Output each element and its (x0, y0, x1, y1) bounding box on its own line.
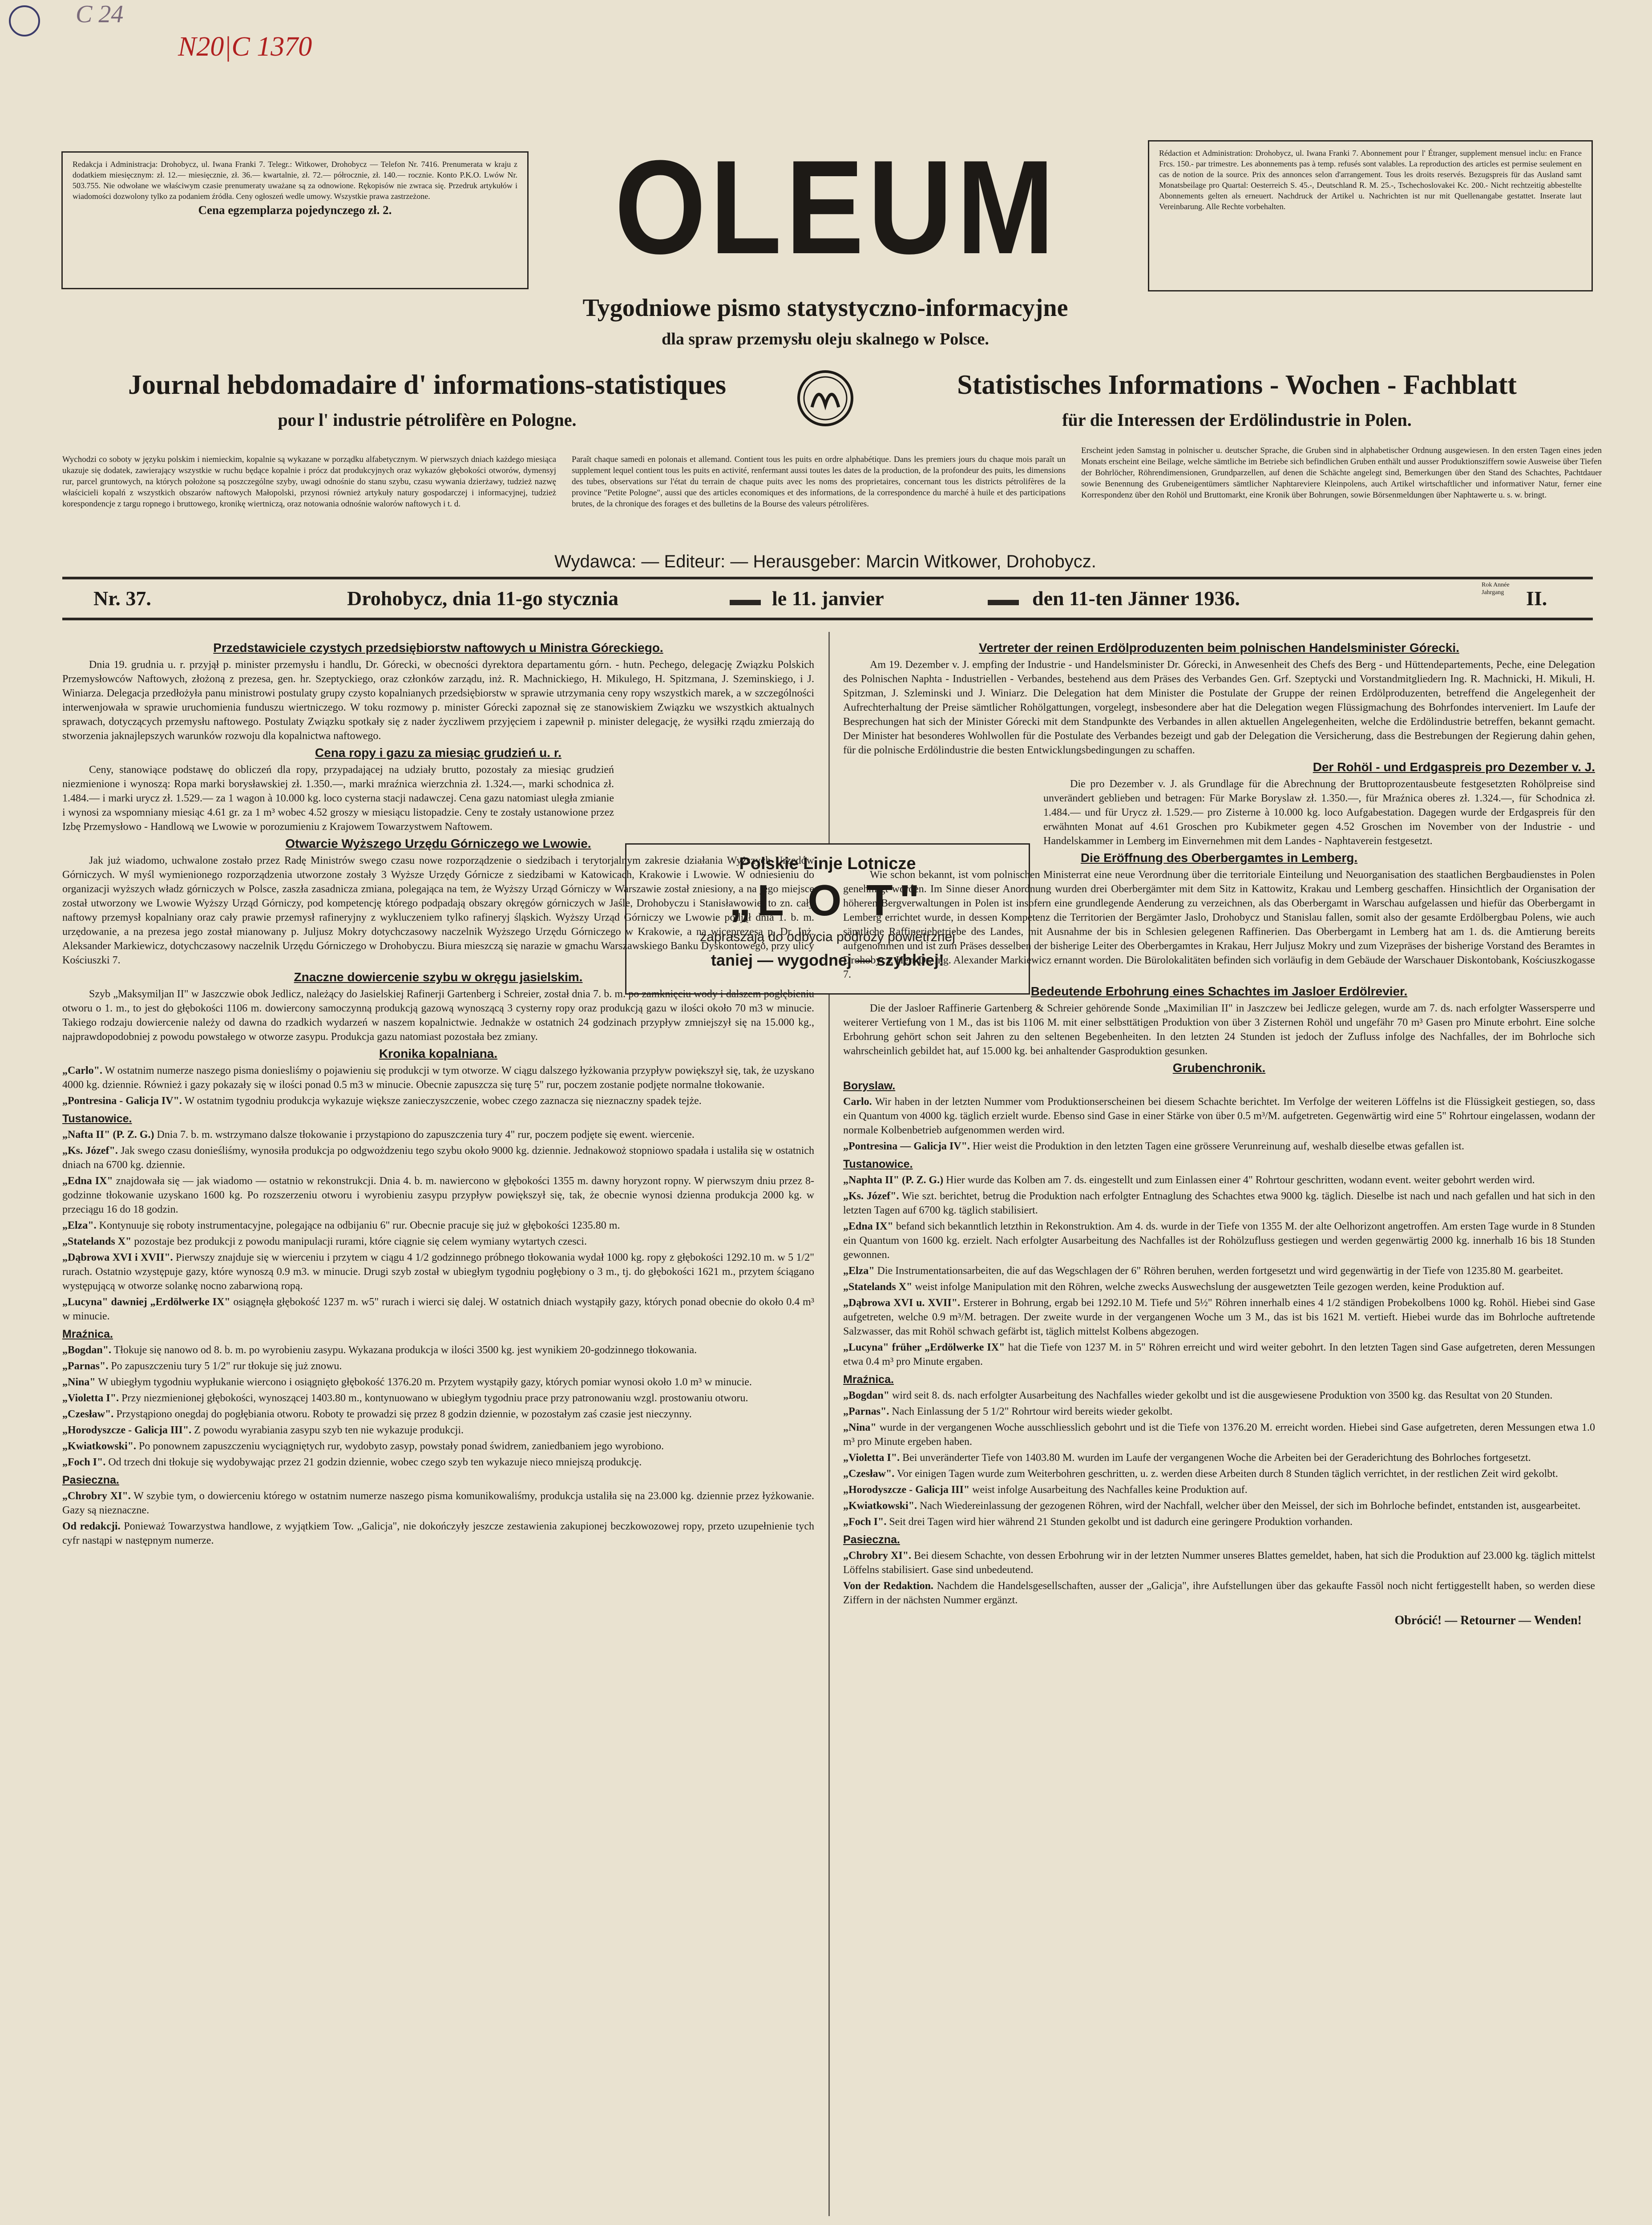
right-heading-minister: Vertreter der reinen Erdölproduzenten beim polnischen Handelsminister Górecki. (979, 641, 1459, 655)
right-chronicle-entry: „Dąbrowa XVI u. XVII". Ersterer in Bohrung, ergab bei 1292.10 M. Tiefe und 5½" Röhren innerhalb eines 4 1/2 ständigen Probekolbens 1000 kg. Rohöl. Hiebei sind Gase aufgetreten, welche 0.9 m³/M. betragen. Der zweite wurde in der vergangenen Woche um 3 M., das ist bis 1621 M. vertieft. Hiebei wurde das im Bohrloche auftretende Salzwasser, das mit Rohöl schwach gefärbt ist, täglich mittelst Kolbens abgezogen. (843, 1297, 1595, 1337)
lot-advert-line3: zapraszają do odbycia podróży powietrznej (700, 930, 955, 944)
right-chronicle-entry: „Violetta I". Bei unveränderter Tiefe von 1403.80 M. wurden im Laufe der vergangenen Woche die Arbeiten bei der Geraderichtung des Bohrloches fortgesetzt. (843, 1452, 1531, 1464)
notice-polish: Wychodzi co soboty w języku polskim i niemieckim, kopalnie są wykazane w porządku alfabetycznym. W pierwszych dniach każdego miesiąca ukazuje się dodatek, zawierający wszystkie w ruchu będące kopalnie i prócz dat produkcyjnych oraz wykazów głębokości otworów, dymensyj rur, parcel gruntowych, na których położone są poszczególne szyby, uwagi odnośnie do stanu szybu, czasu wywania dzierżawy, tudzież nazwę właścicieli kopalń z wszystkich obszarów naftowych Małopolski, przynosi również artykuły natury gospodarczej i informacyjnej, tudzież korespondencje z targu ropnego i bruttowego, kronikę wiertniczą, oraz notowania odnośnie walorów naftowych i t. d. (62, 455, 556, 509)
left-chronicle-entry: „Horodyszcze - Galicja III". Z powodu wyrabiania zasypu szyb ten nie wykazuje produkcji. (62, 1424, 464, 1436)
left-chronicle-entry: „Parnas". Po zapuszczeniu tury 5 1/2" rur tłokuje się już znowu. (62, 1360, 342, 1372)
left-heading-chronicle: Kronika kopalniana. (379, 1047, 498, 1060)
notice-german: Erscheint jeden Samstag in polnischer u. deutscher Sprache, die Gruben sind in alphabetischer Ordnung ausgewiesen. In den ersten Tagen eines jeden Monats erscheint eine Beilage, welche sämtliche im Betriebe sich befindlichen Gruben enthält und ausser Produktionsziffern sowie Ausweise über Tiefen der Bohrlöcher, Röhrendimensionen, Grundparzellen, auf denen die Schächte angelegt sind, Bemerkungen über den Stand des Schachtes, Pachtdauer sowie Benennung des Grubeneigentümers sämtlicher Naphtareviere Kleinpolens, auch Artikel wirtschaftlicher und informativer Natur, ferner eine Korrespondenz über den Rohöl und Bruttomarkt, eine Kronik über Bohrungen, sowie Börsenmeldungen über Naphtawerte u. s. w. bringt. (1081, 446, 1602, 500)
left-column (62, 641, 814, 2207)
left-chronicle-entry: „Bogdan". Tłokuje się nanowo od 8. b. m. po wyrobieniu zasypu. Wykazana produkcja w ilości 3500 kg. jest wynikiem 20-godzinnego tłokowania. (62, 1344, 697, 1356)
notice-french: Paraît chaque samedi en polonais et allemand. Contient tous les puits en ordre alphabétique. Dans les premiers jours du chaque mois paraît un supplement lequel contient tous les puits en activité, renfermant aussi toutes les dates de la production, de la profondeur des puits, les dimensions des tubes, observations sur l'état du terrain de chaque puits avec les noms des proprietaires, concernant tous les districts pétrolifères de la province "Petite Pologne", aussi que des articles economiques et des informations, de la correspondence du marché à huile et des participations brutes, de la chronique des forages et des bulletins de la Bourse des valeurs pétrolifères. (572, 455, 1066, 509)
publisher-line: Wydawca: — Editeur: — Herausgeber: Marcin Witkower, Drohobycz. (554, 552, 1096, 571)
left-field-mraznica: Mraźnica. (62, 1328, 113, 1340)
left-chronicle-entry: „Lucyna" dawniej „Erdölwerke IX" osiągnęła głębokość 1237 m. w5" rurach i wierci się dalej. W ostatnich dniach wystąpiły gazy, których ponad obecnie do około 0.4 m³ w minucie. (62, 1296, 814, 1322)
right-heading-price: Der Rohöl - und Erdgaspreis pro Dezember v. J. (1313, 760, 1595, 774)
left-field-pasieczna: Pasieczna. (62, 1474, 119, 1486)
right-chronicle-entry: „Pontresina — Galicja IV". Hier weist die Produktion in den letzten Tagen eine grössere Verunreinung auf, weshalb dieselbe etwas gefallen ist. (843, 1141, 1464, 1152)
left-chronicle-entry: „Ks. Józef". Jak swego czasu donieśliśmy, wynosiła produkcja po odgwożdzeniu tego szybu około 9000 kg. dziennie. Jednakowoż stopniowo spadała i ustaliła się w ostatnich dniach na 6700 kg. dziennie. (62, 1145, 814, 1171)
right-article-minister: Am 19. Dezember v. J. empfing der Industrie - und Handelsminister Dr. Górecki, in Anwesenheit des Chefs des Berg - und Hüttendepartements, Peche, eine Delegation des Polnischen Naphta - Industriellen - Verbandes, bestehend aus dem Präses des Verbandes Gen. Grf. Szeptycki und Vorstandmitgliedern Ing. R. Machnicki, H. Mikuli, H. Spitzman, J. Szleminski und J. Winiarz. Die Delegation hat dem Minister die Postulate der Gruppe der reinen Erdölproduzenten, betreffend die Angelegenheit der Aufrechterhaltung der Preise sämtlicher Rohölgattungen, vorgelegt, insbesondere aber hat die Delegation wegen Flüssigmachung des Bohrfondes interveniert. Im Laufe der Besprechungen hat sich der Minister Górecki mit dem Standpunkte des Verbandes in allen aktuellen Angelegenheiten, welche die Erdölindustrie betreffen, bekannt gemacht. Der Minister hat besonderes Wohlwollen für die Postulate des Verbandes bezeigt und gab der Delegation die Versicherung, dass die Bestrebungen der Regierung dahin gehen, für die polnische Erdölindustrie die besten Entwicklungsbedingungen zu schaffen. (843, 659, 1595, 756)
masthead-box-left (61, 151, 529, 289)
right-article-drilling: Die der Jasloer Raffinerie Gartenberg & Schreier gehörende Sonde „Maximilian II" in Jaszczew bei Jedlicze gelegen, wurde am 7. ds. nach erfolgter Wassersperre und weiterer Vertiefung von 1 M., das ist bis 1106 M. mit einer selbsttätigen Produktion von über 3 Zisternen Rohöl und ungefähr 70 m³ Gasen pro Minute erbohrt. Eine solche Erbohrung gehört schon seit Jahren zu den seltenen Begebenheiten. In den letzten 24 Stunden ist jedoch der Zufluss infolge des Nachfalles, der im Bohrloche sich wahrscheinlich gebildet hat, auf 15.000 kg. bei anhaltender Gasproduktion gesunken. (843, 1003, 1595, 1057)
subtitle-german: Statistisches Informations - Wochen - Fachblatt (957, 370, 1517, 400)
left-chronicle-entry: „Czesław". Przystąpiono onegdaj do pogłębiania otworu. Roboty te prowadzi się przez 8 godzin dziennie, w pozostałym zaś czasie jest nieczynny. (62, 1408, 692, 1420)
right-chronicle-entry: „Lucyna" früher „Erdölwerke IX" hat die Tiefe von 1237 M. in 5" Röhren erreicht und wird weiter gebohrt. In den letzten Tagen sind Gase aufgetreten, deren Messungen etwa 0.4 m³ pro Minute ergaben. (843, 1342, 1595, 1367)
right-chronicle-entry: „Horodyszcze - Galicja III" weist infolge Ausarbeitung des Nachfalles keine Produktion auf. (843, 1484, 1248, 1496)
right-chronicle-entry: „Elza" Die Instrumentationsarbeiten, die auf das Wegschlagen der 6" Röhren beruhen, werden fortgesetzt und wird gegenwärtig in der Tiefe von 1235.80 M. gearbeitet. (843, 1265, 1563, 1277)
right-chronicle-entry: „Nina" wurde in der vergangenen Woche ausschliesslich gebohrt und ist die Tiefe von 1376.20 M. erreicht worden. Hiebei sind Gase aufgetreten, deren Messungen etwa 1.0 m³ pro Minute ergeben haben. (843, 1422, 1595, 1448)
left-chronicle-entry: „Statelands X" pozostaje bez produkcji z powodu manipulacji rurami, które ciągnie się celem wymiany wytartych czesci. (62, 1236, 587, 1247)
right-chronicle-entry: „Foch I". Seit drei Tagen wird hier während 21 Stunden gekolbt und ist dadurch eine geringere Produktion vorhanden. (843, 1516, 1353, 1528)
left-chronicle-entry: „Foch I". Od trzech dni tłokuje się wydobywając przez 21 godzin dziennie, wobec czego szyb ten wykazuje nieco mniejszą produkcję. (62, 1456, 642, 1468)
right-chronicle-entry: „Naphta II" (P. Z. G.) Hier wurde das Kolben am 7. ds. eingestellt und zum Einlassen einer 4" Rohrtour geschritten, wodann event. weiter gebohrt werden wird. (843, 1174, 1535, 1186)
library-stamp (9, 5, 40, 36)
subtitle-german-2: für die Interessen der Erdölindustrie in Polen. (1062, 410, 1412, 430)
subtitle-french-2: pour l' industrie pétrolifère en Pologne. (278, 410, 577, 430)
right-field-mraznica: Mraźnica. (843, 1373, 894, 1386)
masthead-box-right (1148, 140, 1593, 291)
lot-advert-line1: Polskie Linje Lotnicze (739, 854, 916, 873)
left-article-mining-office: Jak już wiadomo, uchwalone zostało przez Radę Ministrów swego czasu nowe rozporządzenie o siedzibach i terytorjalnym zakresie działania Wyższych Urzędów Górniczych. W myśl wymienionego rozporządzenia utworzone zostały 3 Wyższe Urzędy Górnicze z siedzibami w Katowicach, Krakowie i Lwowie. W odniesieniu do organizacji wyższych władz górniczych w Polsce, zaszła zasadnicza zmiana, polegająca na tem, że Wyższy Urząd Górniczy w Warszawie został zniesiony, a na jego miejsce został utworzony we Lwowie Wyższy Urząd Górniczy, pod kompetencję którego podpadają obszary okręgów górniczych w Jaśle, Drohobyczu i Stanisławowie, to zn. cały naftowy przemysł kopalniany oraz cały prawie przemysł rafineryjny z wykluczeniem tylko rafineryj śląskich. Wyższy Urząd Górniczy we Lwowie podjął dnia 1. b. m. urzędowanie, a na prezesa jego został mianowany p. Juljusz Mokry dotychczasowy naczelnik Wyższego Urzędu Górniczego w Krakowie, a na wiceprezesa p. Dr. Inż. Aleksander Markiewicz, dotychczasowy naczelnik Urzędu Górniczego w Drohobyczu. Biura mieszczą się narazie w gmachu Warszawskiego Banku Dyskontowego, przy ulicy Kościuszki 7. (62, 855, 814, 966)
right-field-tustanowice: Tustanowice. (843, 1158, 913, 1170)
dateline-dash-2 (988, 600, 1019, 605)
right-article-mining-office: Wie schon bekannt, ist vom polnischen Ministerrat eine neue Verordnung über die territoriale Einteilung und Neuorganisation des staatlichen Bergbaudienstes in Polen genehmigt worden. Im Sinne dieser Anordnung wurden drei Oberbergämter mit dem Sitz in Kattowitz, Krakau und Lemberg geschaffen. Hinsichtlich der Organisation der höheren Bergverwaltungen in Polen ist insofern eine grundlegende Aenderung zu verzeichnen, als das Oberbergamt in Warschau aufgelassen und hiefür das Oberbergamt in Lemberg errichtet wurde, in dessen Kompetenz die Territorien der Bergämter Jaslo, Drohobycz und Stanislau fallen, somit also der gesamte Erdölbergbau Polens, wie auch sämtliche Raffineriebetriebe des Landes, mit Ausnahme der bis in Schlesien gelegenen Raffinerien. Das Oberbergamt in Lemberg hat am 1. ds. die Amtierung bereits aufgenommen und ist zum Präses desselben der bisherige Leiter des Oberbergamtes in Krakau, Herr Juljusz Mokry und zum Vizepräses der bisherige Vorstand des Beramtes in Drohobycz, Herr Dr. Ing. Alexander Markiewicz ernannt worden. Die Bürolokalitäten befinden sich vorläufig in dem Gebäude der Warschauer Diskontobank, Kościuszkogasse 7. (843, 869, 1595, 980)
subtitle-polish-2: dla spraw przemysłu oleju skalnego w Polsce. (662, 330, 989, 348)
left-chronicle-entry: „Edna IX" znajdowała się — jak wiadomo — ostatnio w rekonstrukcji. Dnia 4. b. m. nawiercono w głębokości 1355 m. dawny horyzont ropny. W pierwszym dniu przez 8-godzinne tłokowanie uzyskano 1600 kg. Po rozszerzeniu otworu i wyrobieniu zasypu przypływ powiększył się, tak, że obecnie wynosi dzienna produkcja 2000 kg. w przeciągu 16 do 18 godzin. (62, 1175, 814, 1215)
subtitle-french: Journal hebdomadaire d' informations-statistiques (128, 370, 727, 400)
masthead-box-left-text: Redakcja i Administracja: Drohobycz, ul. Iwana Franki 7. Telegr.: Witkower, Drohobycz — Telefon Nr. 7416. Prenumerata w kraju z dodatkiem miesięcznym: zł. 12.— miesięcznie, zł. 36.— kwartalnie, zł. 72.— półrocznie, zł. 140.— rocznie. Konto P.K.O. Lwów Nr. 503.755. Nie odwołane we właściwym czasie prenumeraty uważane są za odnowione. Rękopisów nie zwraca się. Przedruk artykułów i wiadomości dozwolony tylko za podaniem źródła. Ceny ogłoszeń wedle umowy. Wszystkie prawa zastrzeżone. (73, 160, 517, 201)
right-chronicle-entry: „Bogdan" wird seit 8. ds. nach erfolgter Ausarbeitung des Nachfalles wieder gekolbt und ist die ausgewiesene Produktion von 3500 kg. das Resultat von 20 Stunden. (843, 1390, 1553, 1401)
right-heading-drilling: Bedeutende Erbohrung eines Schachtes im Jasloer Erdölrevier. (1030, 984, 1408, 998)
masthead-box-right-text: Rédaction et Administration: Drohobycz, ul. Iwana Franki 7. Abonnement pour l' Étranger, supplement mensuel inclu: en France Frcs. 150.- par trimestre. Les abonnements pas à temp. refusés sont valables. La reproduction des articles est permise seulement en cas de notion de la source. Prix des annonces selon d'arrangement. Tous les droits reservés. Bezugspreis für das Ausland samt Monatsbeilage pro Quartal: Oesterreich S. 45.-, Deutschland R. M. 25.-, Tschechoslovakei Kc. 200.- Nicht rechtzeitig abbestellte Abonnements gelten als erneuert. Nachdruck der Artikel u. Nachrichten ist nur mit Quellenangabe gestattet. Inserate laut Vereinbarung. Alle Rechte vorbehalten. (1159, 149, 1582, 211)
lot-advert-line4: taniej — wygodnej — szybkiej! (711, 951, 945, 969)
left-chronicle-entry: „Violetta I". Przy niezmienionej głębokości, wynoszącej 1403.80 m., kontynuowano w ubiegłym tygodniu prace przy patronowaniu wzgl. prostowaniu otworu. (62, 1392, 748, 1404)
dateline-rule-top (62, 577, 1593, 579)
dateline-polish: Drohobycz, dnia 11-go stycznia (347, 587, 618, 610)
catalog-number: N20|C 1370 (178, 32, 312, 62)
dateline-rule-bottom (62, 618, 1593, 620)
left-heading-price: Cena ropy i gazu za miesiąc grudzień u. r. (315, 746, 561, 760)
dateline-german: den 11-ten Jänner 1936. (1032, 587, 1240, 610)
right-chronicle-entry: „Kwiatkowski". Nach Wiedereinlassung der gezogenen Röhren, wird der Nachfall, welcher über den Meissel, der sich im Bohrloche befindet, entstanden ist, ausgearbeitet. (843, 1500, 1581, 1512)
left-chronicle-entry: „Pontresina - Galicja IV". W ostatnim tygodniu produkcja wykazuje większe zanieczyszczenie, wobec czego zaznacza się nieznaczny spadek tejże. (62, 1095, 702, 1107)
right-chronicle-entry: „Parnas". Nach Einlassung der 5 1/2" Rohrtour wird bereits wieder gekolbt. (843, 1406, 1173, 1417)
left-field-tustanowice: Tustanowice. (62, 1112, 132, 1125)
left-chronicle-entry: „Elza". Kontynuuje się roboty instrumentacyjne, polegające na odbijaniu 6" rur. Obecnie pracuje się już w głębokości 1235.80 m. (62, 1220, 620, 1231)
right-article-price: Die pro Dezember v. J. als Grundlage für die Abrechnung der Bruttoprozentausbeute festgesetzten Rohölpreise sind unverändert geblieben und betragen: Für Marke Boryslaw zł. 1.350.—, für Mraźnica oberes zł. 1.324.—, für Schodnica zł. 1.484.— und für Urycz zł. 1.529.— pro Zisterne à 10.000 kg. loco Aufgabestation. Dagegen wurde der Erdgaspreis für den erwähnten Monat auf 4.61 Groschen pro Kubikmeter gegen 4.52 Groschen im November von der Industrie - und Handelskammer in Lemberg im Einvernehmen mit dem Landes - Naphtaverein festgesetzt. (1043, 778, 1595, 847)
right-chronicle-entry: „Czesław". Vor einigen Tagen wurde zum Weiterbohren geschritten, u. z. werden diese Arbeiten durch 8 Stunden täglich verrichtet, in der restlichen Zeit wird gekolbt. (843, 1468, 1558, 1480)
right-field-boryslaw: Boryslaw. (843, 1080, 896, 1092)
left-heading-minister: Przedstawiciele czystych przedsiębiorstw naftowych u Ministra Góreckiego. (213, 641, 663, 655)
right-chronicle-entry: Carlo. Wir haben in der letzten Nummer vom Produktionserscheinen bei diesem Schachte berichtet. Im Verfolge der weiteren Löffelns ist die Flüssigkeit gestiegen, so, dass ein Quantum von 4000 kg. täglich erzielt wurde. Ebenso sind Gase in einer Stärke von über 0.5 m³/M. aufgetreten. Gegenwärtig wird eine 5" Rohrtour eingelassen, wodann der normale Kolbenbetrieb aufgenommen werden wird. (843, 1096, 1595, 1136)
left-chronicle-entry: „Dąbrowa XVI i XVII". Pierwszy znajduje się w wierceniu i przytem w ciągu 4 1/2 godzinnego próbnego tłokowania wydał 1000 kg. ropy z głębokości 1292.10 m. w 5 1/2" rurach. Ostatnio wzystępuje gazy, które wynoszą 0.9 m3. w minucie. Drugi szyb został w ubiegłym tygodniu pogłębiony o 3 m., tj. do głębokości 1621 m., przytem ściągano występującą w otworze solankę nocno zabarwioną ropą. (62, 1252, 814, 1292)
single-copy-price: Cena egzemplarza pojedynczego zł. 2. (198, 203, 392, 217)
right-heading-chronicle: Grubenchronik. (1172, 1061, 1266, 1075)
masthead-title: OLEUM (614, 132, 1058, 282)
archive-mark-c24: C 24 (76, 0, 124, 28)
year-label: Rok Année Jahrgang (1482, 582, 1510, 596)
left-chronicle-entry: „Kwiatkowski". Po ponownem zapuszczeniu wyciągniętych rur, wydobyto zasyp, powstały ponad świdrem, zaniedbaniem jego wyrobiono. (62, 1440, 664, 1452)
left-chronicle-entry: „Nina" W ubiegłym tygodniu wypłukanie wiercono i osiągnięto głębokość 1376.20 m. Przytem wystąpiły gazy, których pomiar wynosi około 1.0 m³ w minucie. (62, 1376, 752, 1388)
right-column (843, 641, 1595, 2212)
left-chronicle-entry: „Nafta II" (P. Z. G.) Dnia 7. b. m. wstrzymano dalsze tłokowanie i przystąpiono do zapuszczenia tury 4" rur, poczem podjęte się ewent. wiercenie. (62, 1129, 695, 1141)
left-heading-drilling: Znaczne dowiercenie szybu w okręgu jasielskim. (294, 970, 583, 984)
oleum-emblem (796, 369, 854, 427)
year-volume: II. (1526, 587, 1547, 610)
left-chronicle-entry: Od redakcji. Ponieważ Towarzystwa handlowe, z wyjątkiem Tow. „Galicja", nie dokończyły jeszcze zestawienia zakupionej beczkowozowej ropy, przeto uzupełnienie tych cyfr nastąpi w następnym numerze. (62, 1521, 814, 1546)
left-heading-mining-office: Otwarcie Wyższego Urzędu Górniczego we Lwowie. (285, 837, 591, 850)
left-chronicle-entry: „Carlo". W ostatnim numerze naszego pisma doniesliśmy o pojawieniu się produkcji w tym otworze. W ciągu dalszego łyżkowania przypływ powiększył się, tak, że uzyskano 4000 kg. dziennie. Również i gazy pokazały się w ilości ponad 0.5 m3 w minucie. Obecnie zapuszcza się turę 5" rur, poczem zostanie podjęte normalne tłokowanie. (62, 1065, 814, 1091)
right-chronicle-entry: „Edna IX" befand sich bekanntlich letzthin in Rekonstruktion. Am 4. ds. wurde in der Tiefe von 1355 M. der alte Oelhorizont angetroffen. Am ersten Tage wurde in 8 Stunden ein Quantum von 1600 kg. erzielt. Nach erfolgter Ausarbeitung des Nachfalles ist der Rohölzufluss gestiegen und werden gegenwärtig 2000 kg. innerhalb 16 bis 18 Stunden gewonnen. (843, 1221, 1595, 1261)
left-article-minister: Dnia 19. grudnia u. r. przyjął p. minister przemysłu i handlu, Dr. Górecki, w obecności dyrektora departamentu górn. - hutn. Pechego, delegację Związku Polskich Przemysłowców Naftowych, złożoną z prezesa, gen. hr. Szeptyckiego, oraz członków zarządu, inż. R. Machnickiego, H. Mikulego, H. Spitzmana, J. Szeminskiego, i J. Winiarza. Delegacja przedłożyła panu ministrowi postulaty grupy czysto kopalnianych przedsiębiorstw w sprawie utrzymania ceny ropy wszystkich marek, a w szczególności interwenjowała w sprawie uruchomienia funduszu wiertniczego. W toku rozmowy p. minister Górecki zapoznał się ze stanowiskiem Związku we wszystkich aktualnych sprawach, dotyczących przemysłu naftowego. Postulaty Związku spotkały się z nader życzliwem przyjęciem i zapewnił p. minister delegację, że wysiłki rządu zmierzają do stworzenia jaknajlepszych warunków rozwoju dla kopalnictwa naftowego. (62, 659, 814, 742)
right-chronicle-entry: „Ks. Józef". Wie szt. berichtet, betrug die Produktion nach erfolgter Entnaglung des Schachtes etwa 9000 kg. täglich. Dieselbe ist nach und nach gefallen und hat sich in den letzten Tagen auf 6700 kg. täglich stabilisiert. (843, 1190, 1595, 1216)
right-chronicle-entry: Von der Redaktion. Nachdem die Handelsgesellschaften, ausser der „Galicja", ihre Aufstellungen über das gekaufte Fassöl noch nicht fertiggestellt haben, so werden diese Ziffern in der nächsten Nummer ergänzt. (843, 1580, 1595, 1606)
turn-page-note: Obrócić! — Retourner — Wenden! (1394, 1614, 1582, 1627)
right-chronicle-entry: „Chrobry XI". Bei diesem Schachte, von dessen Erbohrung wir in der letzten Nummer unseres Blattes gemeldet, haben, hat sich die Produktion auf 23.000 kg. täglich mittelst Löffelns stabilisiert. Gase sind unbedeutend. (843, 1550, 1595, 1576)
subtitle-polish: Tygodniowe pismo statystyczno-informacyjne (582, 294, 1068, 322)
dateline-french: le 11. janvier (772, 587, 884, 610)
right-chronicle-entry: „Statelands X" weist infolge Manipulation mit den Röhren, welche zwecks Auswechslung der ausgewetzten Teile gezogen werden, keine Produktion auf. (843, 1281, 1505, 1293)
right-field-pasieczna: Pasieczna. (843, 1533, 900, 1546)
left-article-drilling: Szyb „Maksymiljan II" w Jaszczwie obok Jedlicz, należący do Jasielskiej Rafinerji Gartenberg i Schreier, został dnia 7. b. m. po zamknięciu wody i dalszem pogłębieniu otworu o 1. m., to jest do głębokości 1106 m. dowiercony samoczynną produkcją gazową wynoszącą 3 cysterny ropy oraz produkcją gazu w ilości około 70 m3 w minucie. Takiego rodzaju dowiercenie należy od dawna do rzadkich wydarzeń w naszem kopalnictwie. Jednakże w ostatnich 24 godzinach przypływ zmniejszył się na 15.000 kg., najprawdopodobniej z powodu powstałego w otworze zasypu. Produkcja gazu natomiast pozostała bez zmiany. (62, 988, 814, 1043)
issue-number: Nr. 37. (93, 587, 151, 610)
dateline-dash-1 (730, 600, 761, 605)
right-heading-mining-office: Die Eröffnung des Oberbergamtes in Lemberg. (1080, 851, 1358, 865)
left-chronicle-entry: „Chrobry XI". W szybie tym, o dowierceniu którego w ostatnim numerze naszego pisma komunikowaliśmy, produkcja ustaliła się na 23.000 kg. dziennie przez łyżkowanie. Gazy są nieznaczne. (62, 1490, 814, 1516)
left-article-price: Ceny, stanowiące podstawę do obliczeń dla ropy, przypadającej na udziały brutto, pozostały za miesiąc grudzień niezmienione i wynoszą: Ropa marki borysławskiej zł. 1.350.—, marki mraźnica wierzchnia zł. 1.324.—, marki schodnica zł. 1.484.— i marki urycz zł. 1.529.— za 1 wagon à 10.000 kg. loco cysterna stacji nadawczej. Cena gazu natomiast uległa zmianie i wynosi za wspomniany miesiąc 4.61 gr. za 1 m³ wobec 4.52 groszy w miesiącu listopadzie. Ceny te zostały ustanowione przez Izbę Przemysłowo - Handlową we Lwowie w porozumieniu z Krajowem Towarzystwem Naftowem. (62, 764, 614, 833)
lot-advert-title: „L O T" (729, 876, 926, 925)
